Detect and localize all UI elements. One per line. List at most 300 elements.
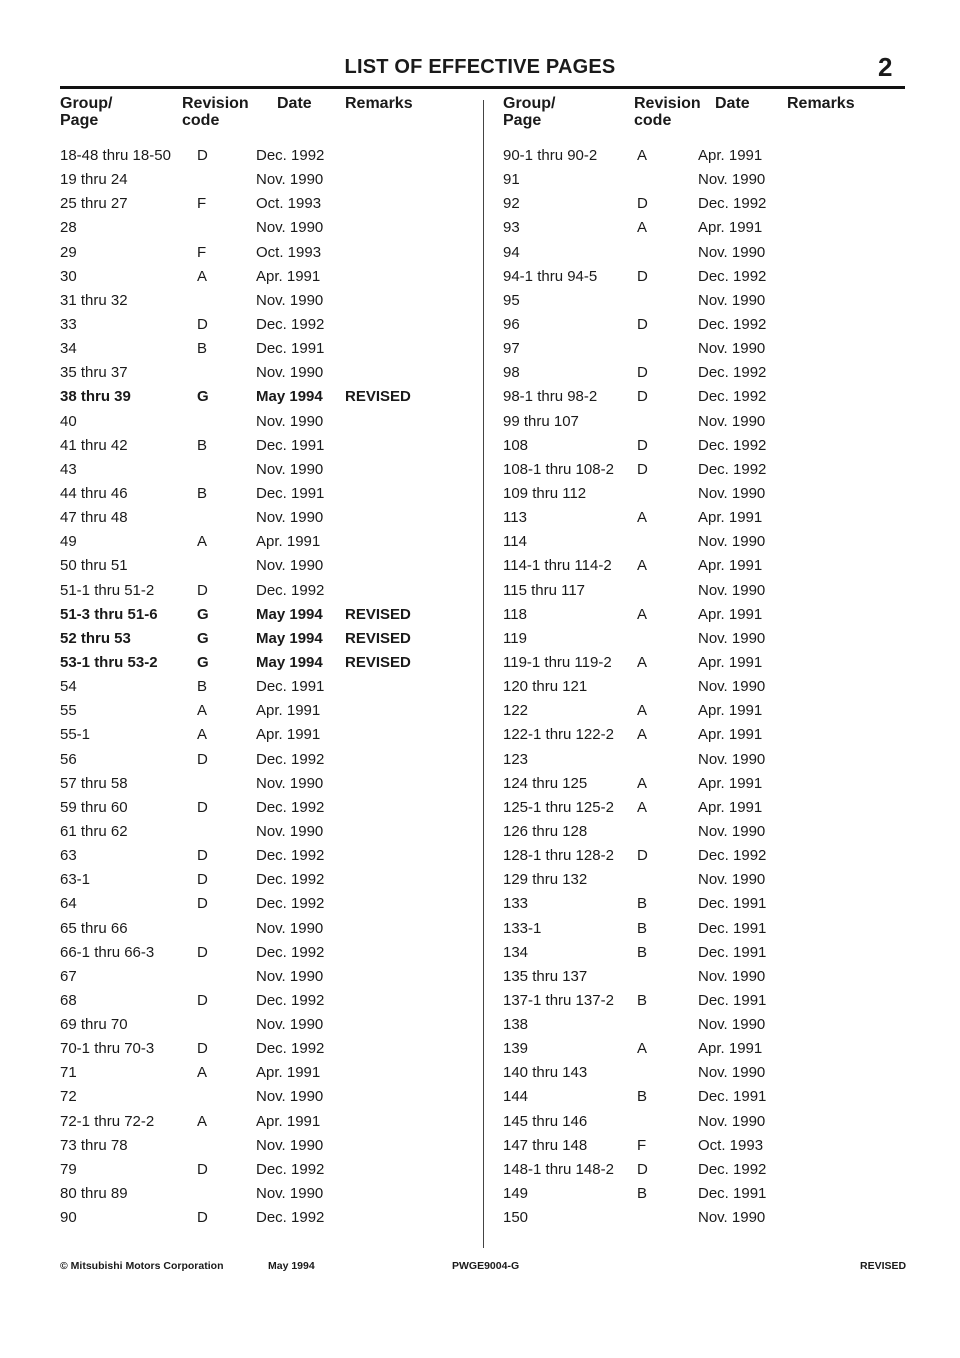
table-row [60,868,480,892]
revision-code-cell: B [637,1185,648,1203]
date-cell: Dec. 1992 [698,847,767,865]
page-cell: 122 [503,702,529,720]
table-row [503,844,923,868]
date-cell: May 1994 [256,388,323,406]
date-cell: Dec. 1992 [698,460,767,478]
remarks-cell: REVISED [345,653,411,671]
date-cell: Apr. 1991 [256,533,321,551]
page-cell: 50 thru 51 [60,557,128,575]
page-cell: 94-1 thru 94-5 [503,267,598,285]
date-cell: Dec. 1991 [698,1185,767,1203]
date-cell: Nov. 1990 [698,171,766,189]
page-cell: 120 thru 121 [503,678,588,696]
table-row [60,410,480,434]
date-cell: Nov. 1990 [698,822,766,840]
page-title: LIST OF EFFECTIVE PAGES [344,56,616,78]
page-cell: 68 [60,991,77,1009]
date-cell: Nov. 1990 [256,967,324,985]
page-cell: 90 [60,1209,77,1227]
table-row [60,723,480,747]
page-cell: 150 [503,1209,529,1227]
table-row [503,385,923,409]
date-cell: Nov. 1990 [256,919,324,937]
table-row [503,506,923,530]
revision-code-cell: A [197,267,208,285]
page-cell: 97 [503,340,520,358]
date-cell: Apr. 1991 [256,267,321,285]
date-cell: Nov. 1990 [256,774,324,792]
table-row [60,458,480,482]
page-cell: 128-1 thru 128-2 [503,847,614,865]
revision-code-cell: A [637,702,648,720]
table-row [503,337,923,361]
revision-code-cell: A [197,533,208,551]
page-cell: 108 [503,436,529,454]
page-cell: 122-1 thru 122-2 [503,726,614,744]
table-row [503,289,923,313]
date-cell: Dec. 1992 [256,798,325,816]
page-cell: 137-1 thru 137-2 [503,991,614,1009]
date-cell: Dec. 1991 [698,895,767,913]
page-cell: 119 [503,629,527,647]
table-row [60,385,480,409]
table-row [503,892,923,916]
revision-code-cell: A [637,726,648,744]
header-date-left: Date [277,95,312,112]
date-cell: Nov. 1990 [698,533,766,551]
column-divider [483,100,484,1248]
table-row [60,337,480,361]
table-row [60,144,480,168]
revision-code-cell: D [197,871,208,889]
title-rule [60,86,905,89]
page-cell: 72-1 thru 72-2 [60,1112,155,1130]
table-row [503,361,923,385]
table-row [60,482,480,506]
revision-code-cell: B [637,1088,648,1106]
table-row [503,627,923,651]
header-group: Group/ [503,95,556,112]
date-cell: Apr. 1991 [698,1040,763,1058]
page-cell: 65 thru 66 [60,919,128,937]
page-cell: 94 [503,243,520,261]
header-page: Page [60,112,99,129]
table-row [503,917,923,941]
date-cell: Dec. 1991 [256,436,325,454]
date-cell: Dec. 1992 [698,1160,767,1178]
table-row [60,699,480,723]
page-cell: 73 thru 78 [60,1136,128,1154]
revision-code-cell: A [637,653,648,671]
table-row [503,723,923,747]
revision-code-cell: D [197,847,208,865]
page-cell: 18-48 thru 18-50 [60,147,171,164]
date-cell: Oct. 1993 [698,1136,764,1154]
revision-code-cell: D [637,1160,648,1178]
table-row [503,144,923,168]
date-cell: Nov. 1990 [698,1112,766,1130]
page-cell: 149 [503,1185,529,1203]
date-cell: Apr. 1991 [698,702,763,720]
header-code: code [182,112,220,129]
table-row [60,603,480,627]
page-cell: 64 [60,895,77,913]
date-cell: Oct. 1993 [256,195,322,213]
revision-code-cell: D [197,1040,208,1058]
revision-code-cell: D [637,460,648,478]
date-cell: Apr. 1991 [256,726,321,744]
revision-code-cell: A [637,147,648,164]
revision-code-cell: B [637,895,648,913]
table-row [503,941,923,965]
table-row [503,1061,923,1085]
revision-code-cell: A [197,1112,208,1130]
date-cell: Apr. 1991 [698,147,763,164]
table-row [60,579,480,603]
page-cell: 80 thru 89 [60,1185,128,1203]
page-cell: 91 [503,171,520,189]
revision-code-cell: B [197,678,208,696]
revision-code-cell: D [197,581,208,599]
table-row [503,772,923,796]
page-cell: 67 [60,967,77,985]
table-row [503,216,923,240]
date-cell: Apr. 1991 [698,605,763,623]
page-cell: 28 [60,219,77,237]
date-cell: Nov. 1990 [256,171,324,189]
page-cell: 55-1 [60,726,91,744]
date-cell: Nov. 1990 [256,1185,324,1203]
page-cell: 98-1 thru 98-2 [503,388,598,406]
page-cell: 144 [503,1088,529,1106]
revision-code-cell: A [197,726,208,744]
date-cell: Dec. 1992 [256,147,325,164]
page-cell: 96 [503,315,520,333]
page-cell: 140 thru 143 [503,1064,588,1082]
table-row [60,989,480,1013]
remarks-cell: REVISED [345,605,411,623]
revision-code-cell: B [197,484,208,502]
page-cell: 54 [60,678,77,696]
page-cell: 113 [503,509,527,527]
table-row [60,651,480,675]
revision-code-cell: D [637,195,648,213]
date-cell: Nov. 1990 [256,460,324,478]
table-row [503,1158,923,1182]
date-cell: Nov. 1990 [698,484,766,502]
table-row [503,410,923,434]
table-row [60,1013,480,1037]
table-row [503,820,923,844]
table-row [503,1134,923,1158]
date-cell: Nov. 1990 [256,1016,324,1034]
table-row [503,554,923,578]
table-row [503,458,923,482]
page-cell: 139 [503,1040,529,1058]
revision-code-cell: D [637,364,648,382]
date-cell: Apr. 1991 [698,653,763,671]
table-row [503,868,923,892]
revision-code-cell: D [197,750,208,768]
table-row [60,1158,480,1182]
page-cell: 147 thru 148 [503,1136,588,1154]
page-cell: 98 [503,364,520,382]
table-row [503,748,923,772]
header-revision-code-left [182,95,249,129]
table-row [60,361,480,385]
date-cell: Dec. 1992 [256,1160,325,1178]
date-cell: Nov. 1990 [698,1064,766,1082]
page-cell: 66-1 thru 66-3 [60,943,155,961]
revision-code-cell: D [197,315,208,333]
date-cell: Dec. 1992 [256,581,325,599]
page-cell: 95 [503,291,520,309]
date-cell: Nov. 1990 [256,509,324,527]
page-cell: 79 [60,1160,77,1178]
table-row [60,1110,480,1134]
page-cell: 56 [60,750,77,768]
revision-code-cell: B [637,943,648,961]
date-cell: Dec. 1991 [698,991,767,1009]
date-cell: Dec. 1992 [256,1209,325,1227]
date-cell: Apr. 1991 [698,726,763,744]
revision-code-cell: D [637,267,648,285]
page-cell: 69 thru 70 [60,1016,128,1034]
revision-code-cell: D [197,798,208,816]
page-cell: 44 thru 46 [60,484,128,502]
page-cell: 133 [503,895,529,913]
date-cell: Nov. 1990 [256,291,324,309]
footer-copyright: © Mitsubishi Motors Corporation [60,1260,224,1272]
revision-code-cell: D [637,436,648,454]
header-date-right: Date [715,95,750,112]
table-row [60,1061,480,1085]
table-row [503,168,923,192]
revision-code-cell: G [197,629,209,647]
header-revision: Revision [634,95,701,112]
date-cell: Nov. 1990 [698,1016,766,1034]
date-cell: Apr. 1991 [698,557,763,575]
date-cell: Dec. 1992 [698,388,767,406]
revision-code-cell: F [197,243,207,261]
table-row [60,192,480,216]
page-cell: 51-3 thru 51-6 [60,605,158,623]
table-row [60,554,480,578]
table-row [60,772,480,796]
table-row [503,241,923,265]
page-cell: 38 thru 39 [60,388,131,406]
date-cell: Dec. 1991 [698,1088,767,1106]
page-cell: 71 [60,1064,77,1082]
page-cell: 40 [60,412,77,430]
table-row [503,965,923,989]
table-row [60,796,480,820]
table-row [503,699,923,723]
page-cell: 129 thru 132 [503,871,588,889]
table-row [60,675,480,699]
date-cell: Nov. 1990 [256,822,324,840]
page-cell: 148-1 thru 148-2 [503,1160,614,1178]
table-row [60,748,480,772]
date-cell: Dec. 1991 [698,943,767,961]
page-cell: 109 thru 112 [503,484,587,502]
revision-code-cell: A [197,702,208,720]
page-cell: 47 thru 48 [60,509,128,527]
date-cell: Nov. 1990 [698,629,766,647]
revision-code-cell: G [197,605,209,623]
date-cell: Nov. 1990 [698,871,766,889]
page-cell: 35 thru 37 [60,364,128,382]
date-cell: Nov. 1990 [698,581,766,599]
page-cell: 30 [60,267,77,285]
page-cell: 52 thru 53 [60,629,131,647]
footer-date: May 1994 [268,1260,315,1272]
date-cell: Dec. 1992 [698,315,767,333]
revision-code-cell: D [637,847,648,865]
table-row [60,168,480,192]
revision-code-cell: D [637,315,648,333]
page-cell: 70-1 thru 70-3 [60,1040,155,1058]
page-cell: 135 thru 137 [503,967,588,985]
date-cell: May 1994 [256,629,323,647]
revision-code-cell: B [637,919,648,937]
table-row [60,820,480,844]
date-cell: Nov. 1990 [698,243,766,261]
table-row [60,627,480,651]
revision-code-cell: A [637,798,648,816]
page-cell: 19 thru 24 [60,171,128,189]
date-cell: Nov. 1990 [256,412,324,430]
date-cell: Nov. 1990 [256,364,324,382]
date-cell: Dec. 1992 [256,315,325,333]
date-cell: Dec. 1992 [256,895,325,913]
date-cell: Apr. 1991 [256,1064,321,1082]
page-cell: 125-1 thru 125-2 [503,798,614,816]
date-cell: Apr. 1991 [698,509,763,527]
date-cell: Nov. 1990 [698,750,766,768]
revision-code-cell: D [197,1209,208,1227]
revision-code-cell: A [197,1064,208,1082]
date-cell: Nov. 1990 [698,678,766,696]
table-row [60,434,480,458]
revision-code-cell: D [197,991,208,1009]
header-code: code [634,112,672,129]
date-cell: Nov. 1990 [698,340,766,358]
table-row [503,1206,923,1230]
revision-code-cell: A [637,1040,648,1058]
page-cell: 119-1 thru 119-2 [503,653,612,671]
page-cell: 138 [503,1016,529,1034]
date-cell: Apr. 1991 [698,798,763,816]
page-cell: 29 [60,243,77,261]
page-cell: 126 thru 128 [503,822,588,840]
table-row [60,1134,480,1158]
date-cell: Nov. 1990 [698,291,766,309]
page-cell: 114 [503,533,527,551]
page-cell: 34 [60,340,77,358]
table-row [503,482,923,506]
revision-code-cell: G [197,653,209,671]
page-cell: 41 thru 42 [60,436,128,454]
revision-code-cell: B [197,436,208,454]
table-row [60,216,480,240]
date-cell: Dec. 1992 [256,750,325,768]
table-row [60,1085,480,1109]
revision-code-cell: D [197,943,208,961]
page-cell: 145 thru 146 [503,1112,588,1130]
table-row [503,1013,923,1037]
table-row [503,651,923,675]
page-cell: 31 thru 32 [60,291,128,309]
page-cell: 57 thru 58 [60,774,128,792]
table-row [60,289,480,313]
table-row [503,796,923,820]
revision-code-cell: D [637,388,648,406]
page-cell: 25 thru 27 [60,195,128,213]
header-group: Group/ [60,95,113,112]
date-cell: Nov. 1990 [698,1209,766,1227]
date-cell: Nov. 1990 [256,1088,324,1106]
table-row [503,579,923,603]
date-cell: Dec. 1992 [256,847,325,865]
revision-code-cell: D [197,895,208,913]
table-row [503,989,923,1013]
page-number: 2 [878,52,893,82]
revision-code-cell: A [637,557,648,575]
table-row [503,265,923,289]
page-cell: 118 [503,605,527,623]
table-row [60,506,480,530]
revision-code-cell: B [197,340,208,358]
header-revision-code-right [634,95,701,129]
table-row [60,892,480,916]
page-cell: 133-1 [503,919,542,937]
header-page: Page [503,112,542,129]
page-cell: 124 thru 125 [503,774,588,792]
page-cell: 49 [60,533,77,551]
revision-code-cell: A [637,605,648,623]
table-row [503,1182,923,1206]
date-cell: Dec. 1992 [256,1040,325,1058]
table-row [503,1110,923,1134]
date-cell: May 1994 [256,653,323,671]
table-row [60,917,480,941]
remarks-cell: REVISED [345,388,411,406]
table-row [503,1085,923,1109]
date-cell: Dec. 1992 [698,267,767,285]
date-cell: Dec. 1991 [256,340,325,358]
revision-code-cell: A [637,509,648,527]
header-group-page-right [503,95,555,129]
header-group-page-left [60,95,112,129]
table-row [60,965,480,989]
page-cell: 115 thru 117 [503,581,586,599]
table-row [60,1037,480,1061]
revision-code-cell: A [637,774,648,792]
right-page-list [503,144,923,1230]
page-cell: 51-1 thru 51-2 [60,581,155,599]
revision-code-cell: G [197,388,209,406]
table-row [60,313,480,337]
page-cell: 43 [60,460,77,478]
date-cell: Nov. 1990 [698,412,766,430]
table-row [60,265,480,289]
header-remarks-left: Remarks [345,95,413,112]
table-row [60,941,480,965]
page-cell: 33 [60,315,77,333]
date-cell: Dec. 1991 [698,919,767,937]
date-cell: Dec. 1992 [698,195,767,213]
